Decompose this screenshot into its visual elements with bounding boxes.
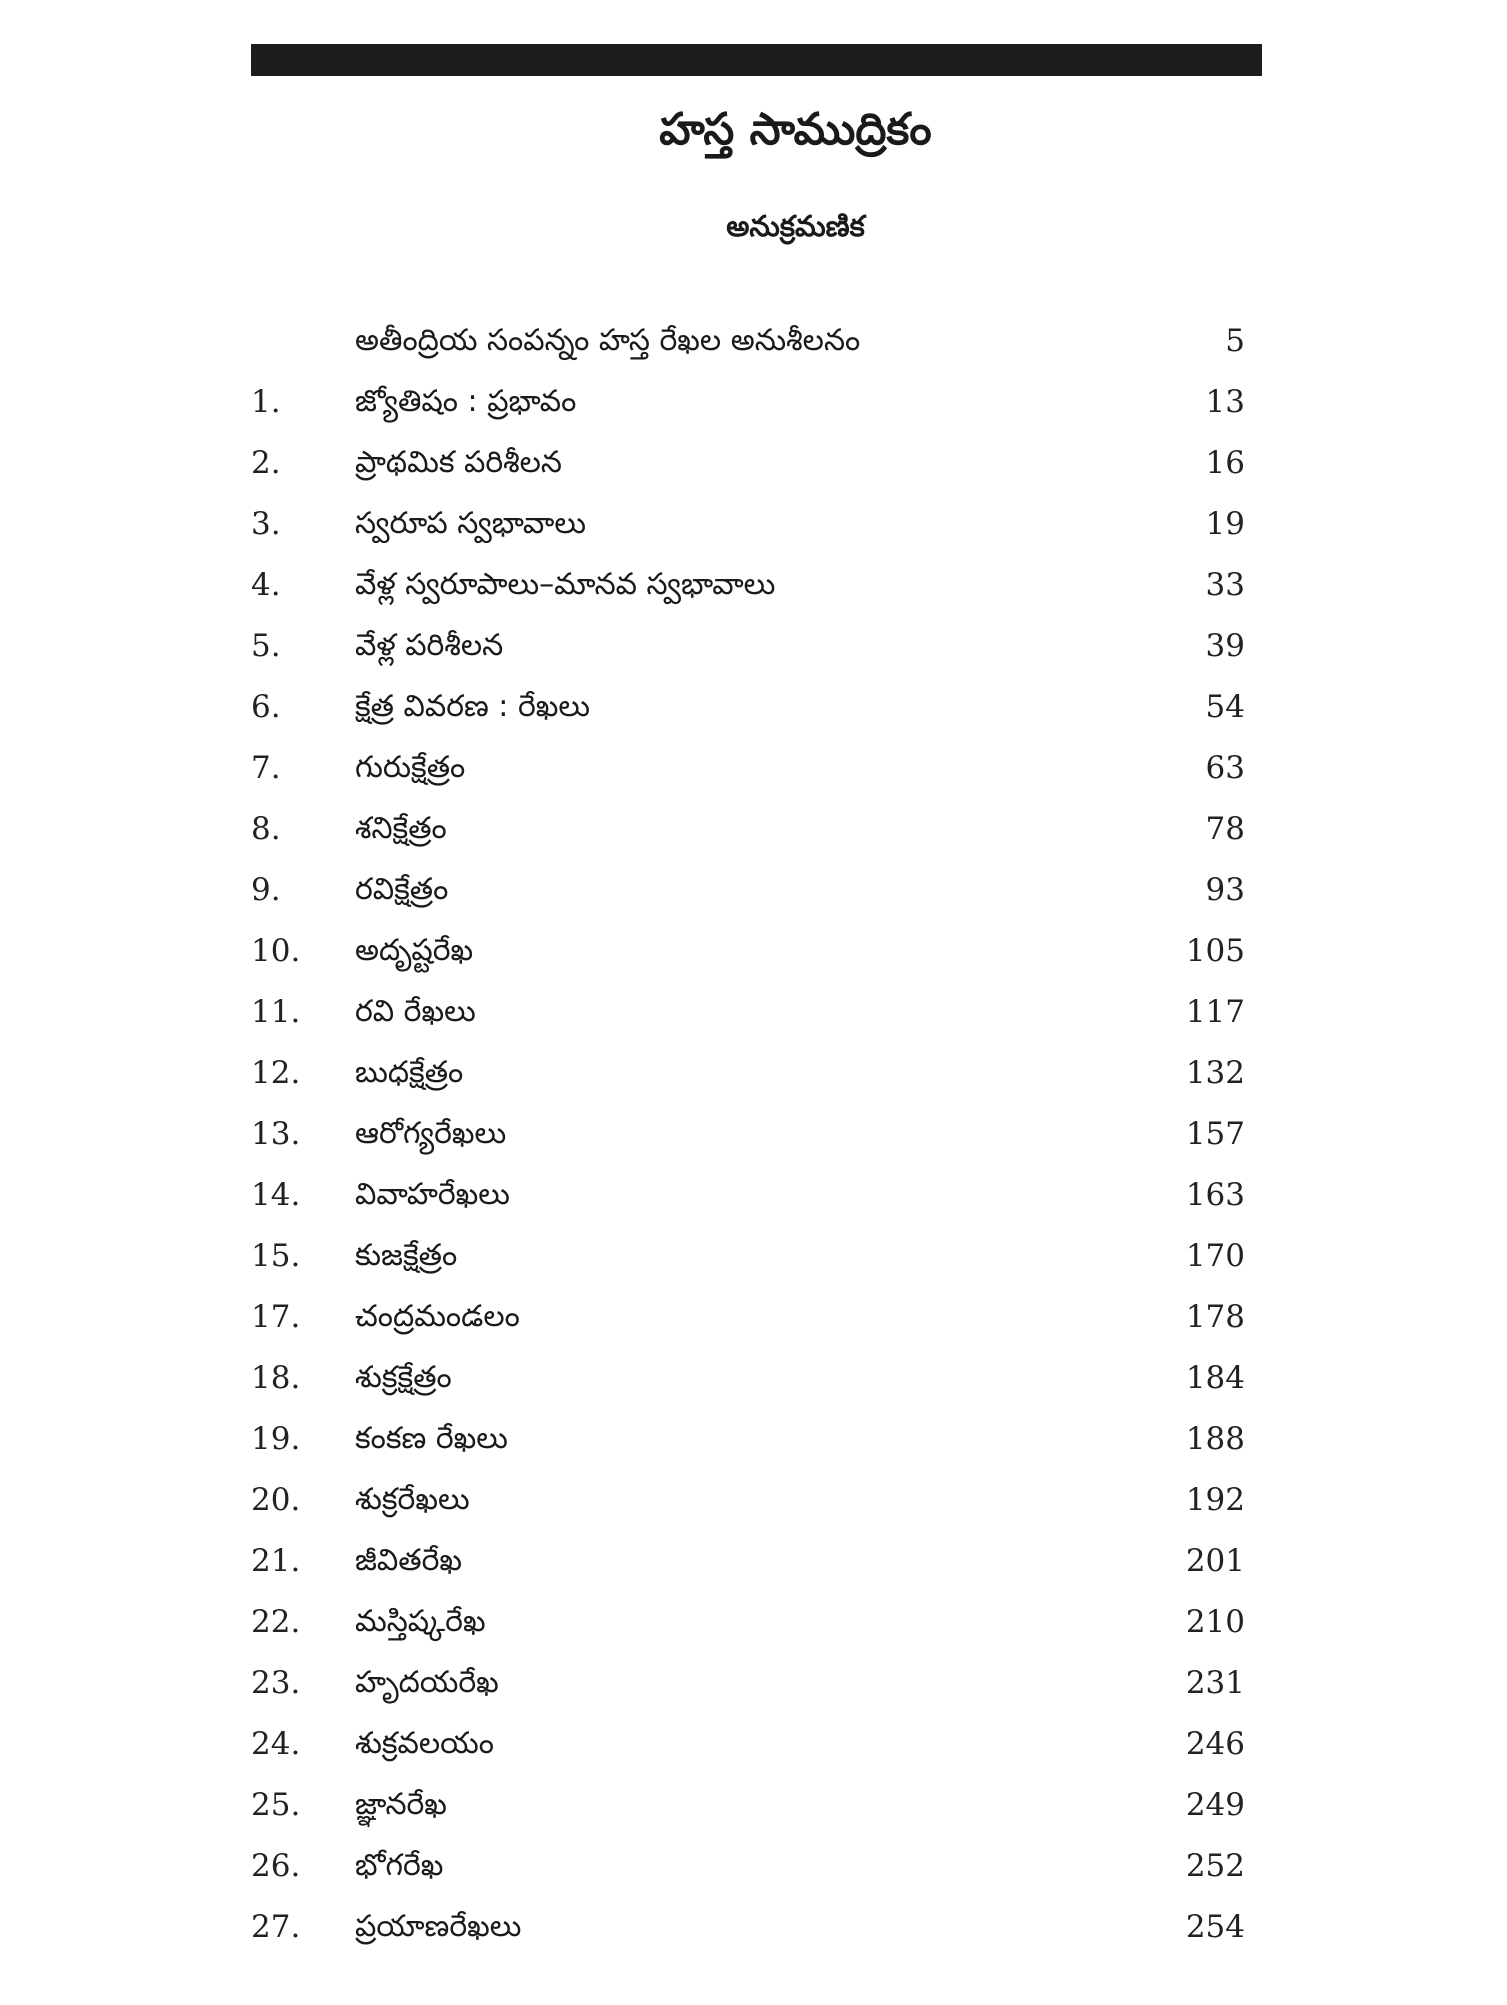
toc-entry-number: 22.: [251, 1604, 301, 1640]
toc-entry-number: 23.: [251, 1665, 301, 1701]
toc-entry-number: 3.: [251, 506, 281, 542]
toc-entry-number: 1.: [251, 384, 281, 420]
toc-entry-number: 21.: [251, 1543, 301, 1579]
toc-entry-number: 26.: [251, 1848, 301, 1884]
toc-entry-title: కంకణ రేఖలు: [355, 1421, 508, 1456]
toc-entry[interactable]: [0, 1841, 1507, 1902]
toc-heading: అనుక్రమణిక: [726, 209, 865, 243]
toc-entry[interactable]: [0, 1109, 1507, 1170]
toc-entry-title: వేళ్ల స్వరూపాలు–మానవ స్వభావాలు: [355, 567, 776, 602]
toc-entry[interactable]: [0, 1719, 1507, 1780]
toc-entry[interactable]: [0, 1048, 1507, 1109]
toc-entry-page: 231: [1185, 1665, 1245, 1701]
toc-entry-page: 78: [1205, 811, 1245, 847]
toc-entry-page: 201: [1185, 1543, 1245, 1579]
toc-entry[interactable]: [0, 1414, 1507, 1475]
toc-entry[interactable]: [0, 987, 1507, 1048]
toc-entry-page: 5: [1225, 323, 1245, 359]
toc-entry-title: ప్రాథమిక పరిశీలన: [355, 445, 562, 480]
toc-entry-number: 10.: [251, 933, 301, 969]
toc-entry-page: 163: [1185, 1177, 1245, 1213]
toc-entry-title: గురుక్షేత్రం: [355, 750, 466, 785]
toc-entry-number: 4.: [251, 567, 281, 603]
toc-entry-number: 8.: [251, 811, 281, 847]
toc-entry-title: బుధక్షేత్రం: [355, 1055, 464, 1090]
header-rule-bar: [251, 44, 1262, 76]
toc-entry-page: 210: [1185, 1604, 1245, 1640]
toc-entry-title: జీవితరేఖ: [355, 1543, 463, 1578]
toc-entry[interactable]: [0, 682, 1507, 743]
toc-entry[interactable]: [0, 1292, 1507, 1353]
toc-entry-number: 9.: [251, 872, 281, 908]
toc-entry[interactable]: [0, 1353, 1507, 1414]
toc-entry-number: 25.: [251, 1787, 301, 1823]
toc-entry-number: 14.: [251, 1177, 301, 1213]
toc-entry-page: 254: [1185, 1909, 1245, 1945]
toc-entry-title: శుక్రరేఖలు: [355, 1482, 470, 1517]
toc-entry-page: 184: [1185, 1360, 1245, 1396]
toc-entry-number: 20.: [251, 1482, 301, 1518]
toc-list: [0, 316, 1507, 1963]
toc-entry-number: 5.: [251, 628, 281, 664]
toc-entry-page: 54: [1205, 689, 1245, 725]
toc-entry-number: 13.: [251, 1116, 301, 1152]
toc-entry[interactable]: [0, 865, 1507, 926]
toc-entry-title: రవి రేఖలు: [355, 994, 476, 1029]
toc-entry-title: చంద్రమండలం: [355, 1299, 520, 1334]
toc-entry-title: క్షేత్ర వివరణ : రేఖలు: [355, 689, 591, 724]
toc-entry-page: 16: [1205, 445, 1245, 481]
toc-entry-page: 117: [1185, 994, 1245, 1030]
toc-entry-title: కుజక్షేత్రం: [355, 1238, 458, 1273]
toc-entry-title: స్వరూప స్వభావాలు: [355, 506, 587, 541]
toc-entry-number: 24.: [251, 1726, 301, 1762]
toc-entry-page: 246: [1185, 1726, 1245, 1762]
toc-entry-page: 188: [1185, 1421, 1245, 1457]
toc-entry[interactable]: [0, 377, 1507, 438]
toc-entry[interactable]: [0, 1902, 1507, 1963]
toc-entry-title: జ్ఞానరేఖ: [355, 1787, 447, 1822]
toc-entry-page: 249: [1185, 1787, 1245, 1823]
toc-entry-page: 192: [1185, 1482, 1245, 1518]
toc-entry[interactable]: [0, 621, 1507, 682]
toc-entry[interactable]: [0, 804, 1507, 865]
toc-entry-page: 157: [1185, 1116, 1245, 1152]
toc-entry[interactable]: [0, 1475, 1507, 1536]
toc-entry-title: వివాహరేఖలు: [355, 1177, 510, 1212]
toc-entry-title: శనిక్షేత్రం: [355, 811, 447, 846]
toc-entry-title: అతీంద్రియ సంపన్నం హస్త రేఖల అనుశీలనం: [355, 323, 861, 358]
toc-entry-title: అదృష్టరేఖ: [355, 933, 474, 968]
toc-entry-number: 2.: [251, 445, 281, 481]
toc-entry-number: 15.: [251, 1238, 301, 1274]
toc-entry[interactable]: [0, 1597, 1507, 1658]
toc-entry[interactable]: [0, 743, 1507, 804]
toc-entry[interactable]: [0, 316, 1507, 377]
toc-entry-title: జ్యోతిషం : ప్రభావం: [355, 384, 577, 419]
toc-entry-page: 63: [1205, 750, 1245, 786]
toc-entry-page: 19: [1205, 506, 1245, 542]
toc-entry-title: రవిక్షేత్రం: [355, 872, 449, 907]
toc-entry-title: మస్తిష్కరేఖ: [355, 1604, 486, 1639]
toc-entry[interactable]: [0, 1231, 1507, 1292]
toc-entry-page: 13: [1205, 384, 1245, 420]
toc-entry-title: హృదయరేఖ: [355, 1665, 499, 1700]
toc-entry-title: భోగరేఖ: [355, 1848, 444, 1883]
toc-entry-page: 39: [1205, 628, 1245, 664]
toc-entry[interactable]: [0, 1780, 1507, 1841]
toc-entry-number: 12.: [251, 1055, 301, 1091]
toc-entry-number: 18.: [251, 1360, 301, 1396]
toc-entry-page: 33: [1205, 567, 1245, 603]
toc-entry-page: 178: [1185, 1299, 1245, 1335]
toc-entry-page: 170: [1185, 1238, 1245, 1274]
toc-entry-title: వేళ్ల పరిశీలన: [355, 628, 504, 663]
toc-entry-title: శుక్రవలయం: [355, 1726, 494, 1761]
toc-entry[interactable]: [0, 926, 1507, 987]
toc-entry-number: 17.: [251, 1299, 301, 1335]
toc-entry[interactable]: [0, 1536, 1507, 1597]
toc-entry-number: 6.: [251, 689, 281, 725]
toc-entry-page: 252: [1185, 1848, 1245, 1884]
toc-entry-number: 7.: [251, 750, 281, 786]
toc-entry[interactable]: [0, 1170, 1507, 1231]
toc-entry-number: 11.: [251, 994, 301, 1030]
toc-entry[interactable]: [0, 499, 1507, 560]
toc-entry-title: శుక్రక్షేత్రం: [355, 1360, 452, 1395]
toc-entry-page: 93: [1205, 872, 1245, 908]
book-title: హస్త సాముద్రికం: [659, 104, 932, 155]
toc-entry-page: 105: [1185, 933, 1245, 969]
toc-entry-page: 132: [1185, 1055, 1245, 1091]
toc-entry-title: ఆరోగ్యరేఖలు: [355, 1116, 507, 1151]
toc-entry-number: 19.: [251, 1421, 301, 1457]
toc-entry-number: 27.: [251, 1909, 301, 1945]
toc-entry[interactable]: [0, 1658, 1507, 1719]
toc-entry-title: ప్రయాణరేఖలు: [355, 1909, 522, 1944]
toc-entry[interactable]: [0, 560, 1507, 621]
toc-entry[interactable]: [0, 438, 1507, 499]
